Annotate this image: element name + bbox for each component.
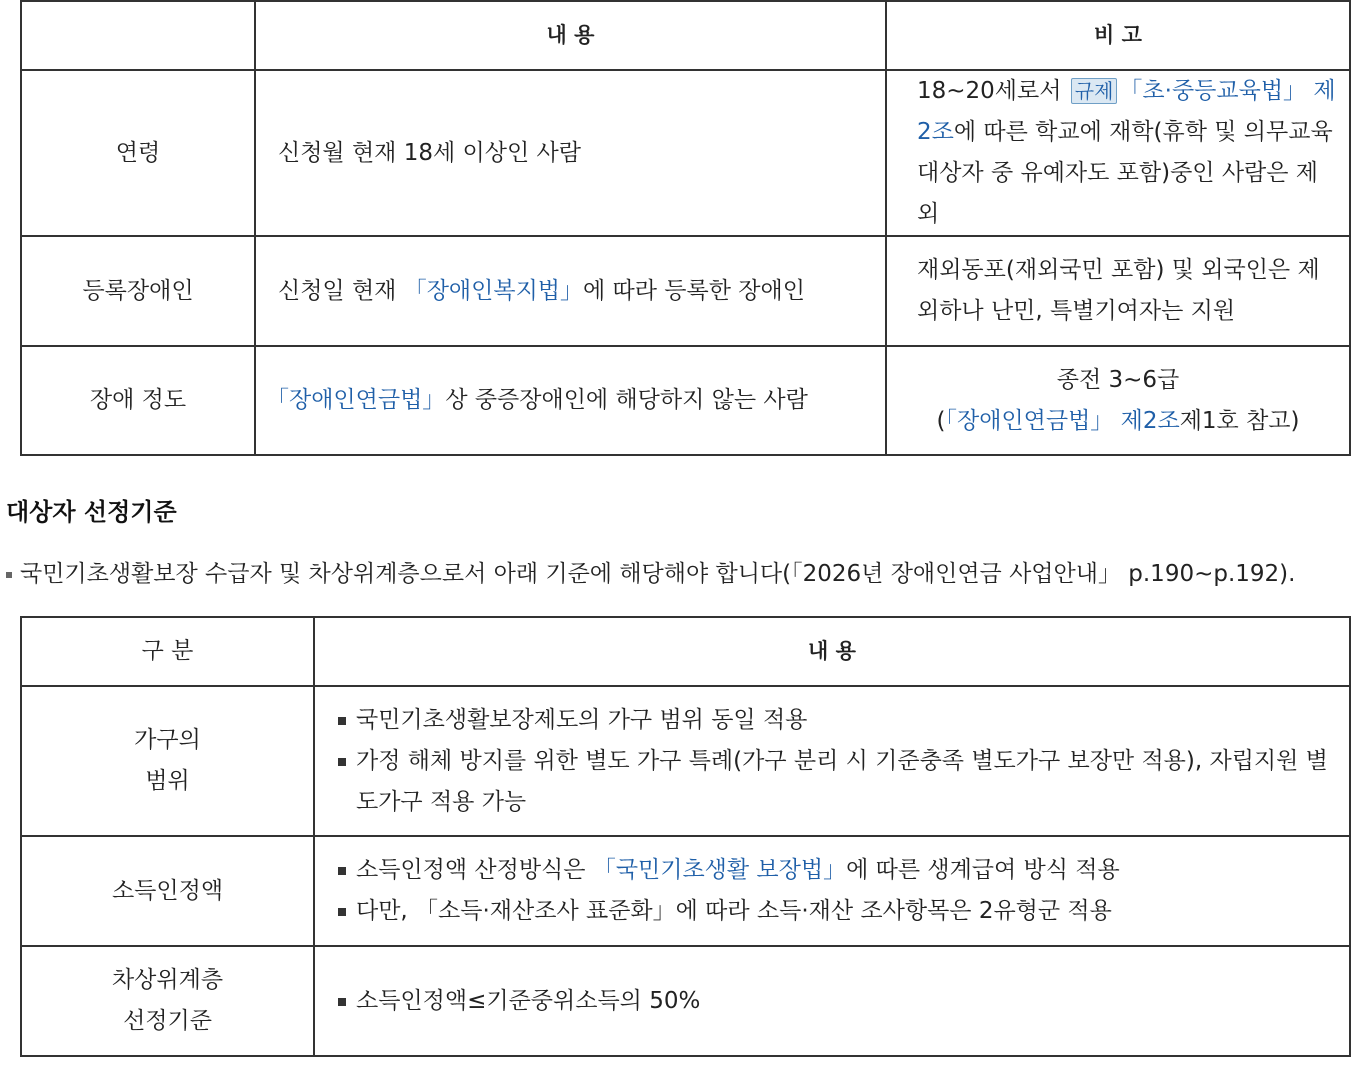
law-link-pension[interactable]: 「장애인연금법」: [266, 387, 446, 413]
row-content-age: 신청월 현재 18세 이상인 사람: [255, 70, 886, 236]
row-content-near-poverty: [314, 946, 1350, 1056]
list-item: 가정 해체 방지를 위한 별도 가구 특례(가구 분리 시 기준충족 별도가구 보장만 적용), 자립지원 별도가구 적용 가능: [336, 741, 1338, 823]
list-item: 다만, 「소득·재산조사 표준화」에 따라 소득·재산 조사항목은 2유형군 적용: [336, 891, 1338, 932]
law-link-pension-article[interactable]: 「장애인연금법」 제2조: [945, 407, 1180, 434]
list-item: 소득인정액≤기준중위소득의 50%: [336, 981, 1338, 1022]
row-note-registered: 재외동포(재외국민 포함) 및 외국인은 제외하나 난민, 특별기여자는 지원: [886, 236, 1350, 346]
row-label-degree: 장애 정도: [21, 346, 255, 455]
header-empty: [21, 1, 255, 70]
law-link-education[interactable]: 「초·중등교육법」 제2조: [917, 78, 1336, 145]
bullet-square-icon: [6, 572, 12, 578]
note-text: (: [936, 407, 946, 434]
table-row: [21, 236, 1350, 346]
row-content-registered: [255, 236, 886, 346]
content-text: 신청일 현재: [278, 277, 404, 304]
item-text: 소득인정액 산정방식은: [356, 857, 593, 883]
table-row: [21, 70, 1350, 236]
row-label-age: 연령: [21, 70, 255, 236]
header-content: 내 용: [255, 1, 886, 70]
section-title: 대상자 선정기준: [6, 498, 177, 526]
row-content-household: [314, 686, 1350, 836]
regulation-badge[interactable]: 규제: [1071, 78, 1118, 104]
table-row: [21, 946, 1350, 1056]
note-line: [888, 401, 1348, 442]
section-note: [6, 556, 1295, 592]
table-header-row: [21, 1, 1350, 70]
row-content-degree: [255, 346, 886, 455]
table-row: [21, 346, 1350, 455]
list-item: 국민기초생활보장제도의 가구 범위 동일 적용: [336, 700, 1338, 741]
row-note-age: [886, 70, 1350, 236]
header-content: 내 용: [314, 617, 1350, 686]
selection-criteria-table: [20, 616, 1351, 1057]
row-label-registered: 등록장애인: [21, 236, 255, 346]
content-text: 상 중증장애인에 해당하지 않는 사람: [445, 387, 808, 413]
table-row: [21, 836, 1350, 946]
row-label-income: 소득인정액: [21, 836, 314, 946]
item-text: 에 따른 생계급여 방식 적용: [846, 857, 1120, 883]
row-label-household: 가구의 범위: [21, 686, 314, 836]
header-note: 비 고: [886, 1, 1350, 70]
note-line: 종전 3~6급: [1056, 366, 1180, 393]
eligibility-table: [20, 0, 1351, 456]
list-item: [336, 850, 1338, 891]
row-content-income: [314, 836, 1350, 946]
content-text: 에 따라 등록한 장애인: [583, 277, 805, 304]
note-text: 국민기초생활보장 수급자 및 차상위계층으로서 아래 기준에 해당해야 합니다(「2026년 장애인연금 사업안내」 p.190~p.192).: [20, 561, 1296, 587]
law-link-basic-livelihood[interactable]: 「국민기초생활 보장법」: [592, 857, 847, 883]
note-text: 제1호 참고): [1179, 407, 1300, 434]
table-header-row: [21, 617, 1350, 686]
row-note-degree: [886, 346, 1350, 455]
law-link-welfare[interactable]: 「장애인복지법」: [403, 277, 584, 304]
table-row: [21, 686, 1350, 836]
note-text: 에 따른 학교에 재학(휴학 및 의무교육대상자 중 유예자도 포함)중인 사람은 제외: [917, 119, 1333, 227]
header-category: 구 분: [21, 617, 314, 686]
row-label-near-poverty: 차상위계층 선정기준: [21, 946, 314, 1056]
note-text: 18~20세로서: [917, 78, 1062, 104]
